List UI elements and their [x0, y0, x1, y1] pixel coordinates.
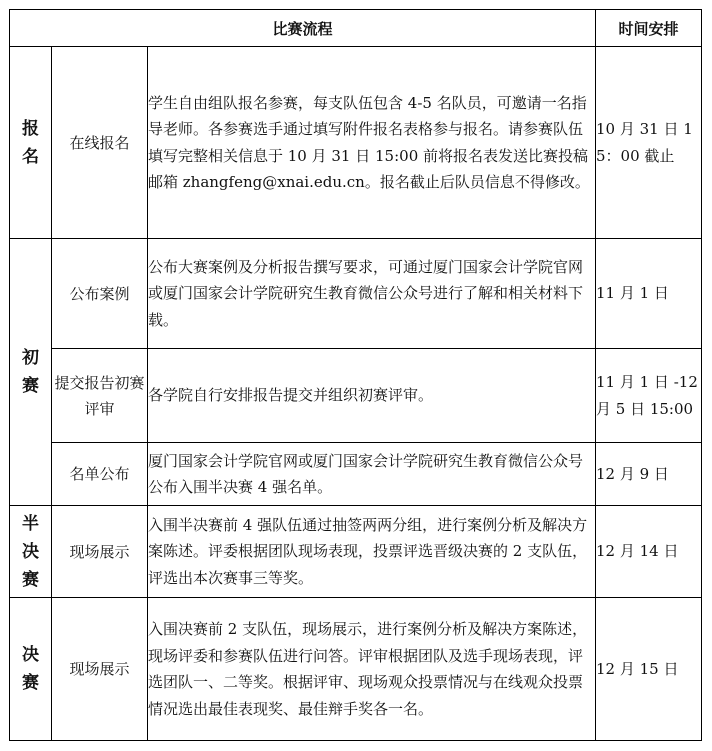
stage-description: 公布大赛案例及分析报告撰写要求，可通过厦门国家会计学院官网或厦门国家会计学院研究生教育微信公众号进行了解和相关材料下载。	[148, 239, 596, 349]
header-schedule: 时间安排	[596, 10, 702, 47]
stage-description: 入围半决赛前 4 强队伍通过抽签两两分组，进行案例分析及解决方案陈述。评委根据团队现场表现，投票评选晋级决赛的 2 支队伍，评选出本次赛事三等奖。	[148, 506, 596, 598]
table-row	[10, 443, 702, 506]
stage-final: 决赛	[10, 598, 52, 741]
stage-time: 11 月 1 日	[596, 239, 702, 349]
substage-label: 现场展示	[52, 506, 148, 598]
stage-description: 入围决赛前 2 支队伍，现场展示，进行案例分析及解决方案陈述，现场评委和参赛队伍进行问答。评审根据团队及选手现场表现，评选团队一、二等奖。根据评审、现场观众投票情况与在线观众投票情况选出最佳表现奖、最佳辩手奖各一名。	[148, 598, 596, 741]
table-row	[10, 598, 702, 741]
substage-label: 在线报名	[52, 47, 148, 239]
stage-time: 11 月 1 日 -12 月 5 日 15:00	[596, 349, 702, 443]
table-row	[10, 239, 702, 349]
stage-time: 10 月 31 日 15：00 截止	[596, 47, 702, 239]
substage-label: 名单公布	[52, 443, 148, 506]
stage-time: 12 月 15 日	[596, 598, 702, 741]
stage-semifinal: 半决赛	[10, 506, 52, 598]
stage-description: 各学院自行安排报告提交并组织初赛评审。	[148, 349, 596, 443]
table-row	[10, 349, 702, 443]
stage-registration: 报名	[10, 47, 52, 239]
header-process: 比赛流程	[10, 10, 596, 47]
stage-time: 12 月 9 日	[596, 443, 702, 506]
stage-preliminary: 初赛	[10, 239, 52, 506]
table-row	[10, 47, 702, 239]
substage-label: 公布案例	[52, 239, 148, 349]
stage-time: 12 月 14 日	[596, 506, 702, 598]
stage-description: 厦门国家会计学院官网或厦门国家会计学院研究生教育微信公众号公布入围半决赛 4 强名单。	[148, 443, 596, 506]
substage-label: 现场展示	[52, 598, 148, 741]
header-row	[10, 10, 702, 47]
substage-label: 提交报告初赛评审	[52, 349, 148, 443]
stage-description: 学生自由组队报名参赛，每支队伍包含 4-5 名队员，可邀请一名指导老师。各参赛选手通过填写附件报名表格参与报名。请参赛队伍填写完整相关信息于 10 月 31 日 15:00 前将报名表发送比赛投稿邮箱 zhangfeng@xnai.edu.cn。报名截止后队员信息不得修改。	[148, 47, 596, 239]
table-row	[10, 506, 702, 598]
competition-schedule-table	[9, 9, 702, 741]
